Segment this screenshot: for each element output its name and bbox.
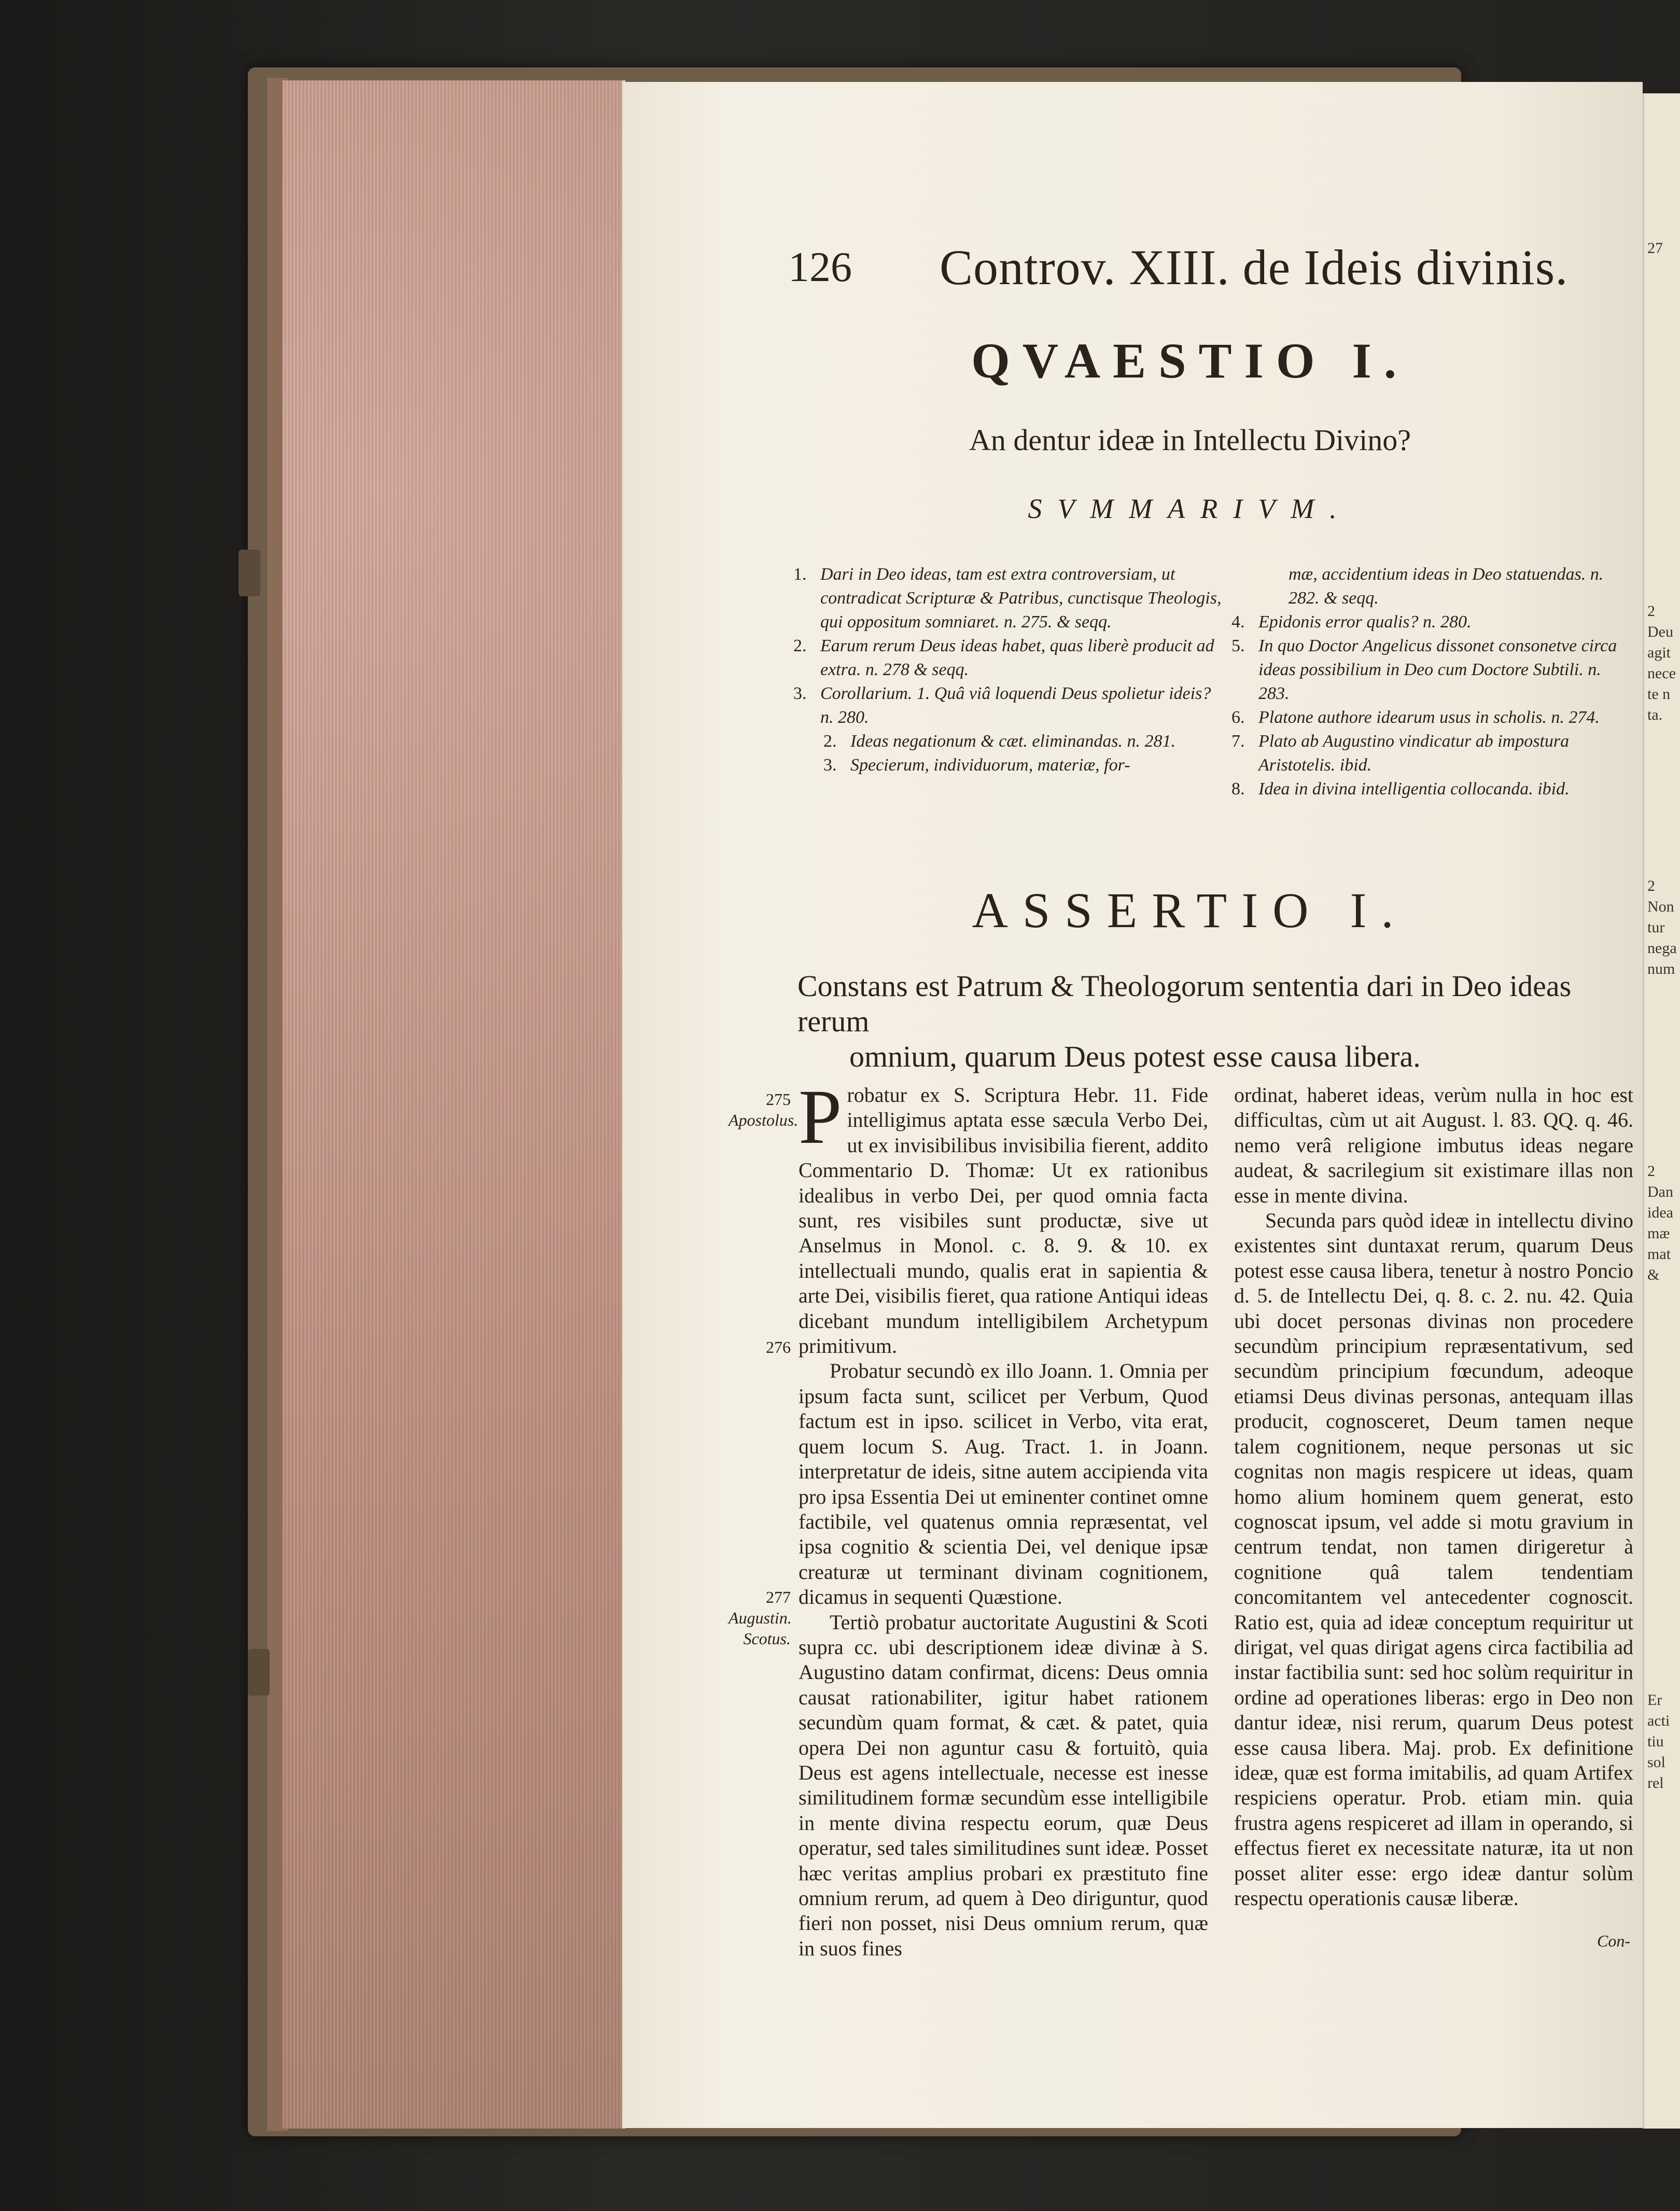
next-page-fragment: sol xyxy=(1647,1754,1666,1771)
summary-item-text: Corollarium. 1. Quâ viâ loquendi Deus spolietur ideis? n. 280. xyxy=(820,684,1211,727)
assertio-sentence xyxy=(797,969,1627,1074)
margin-note-277 xyxy=(729,1587,791,1649)
summary-item-text: mæ, accidentium ideas in Deo statuendas. n. 282. & seqq. xyxy=(1289,565,1604,608)
margin-note-number: 275 xyxy=(766,1090,791,1109)
next-page-fragment: & xyxy=(1647,1266,1660,1283)
summary-item-number: 8. xyxy=(1231,779,1245,799)
paragraph-1-text: robatur ex S. Scriptura Hebr. 11. Fide intelligimus aptata esse sæcula Verbo Dei, ut ex invisibilibus invisibilia fierent, addito Commentario D. Thomæ: Ut ex rationibus idealibus in verbo Dei, per quod omnia facta sunt, res visibiles sunt productæ, sive ut Anselmus in Monol. c. 8. 9. & 10. ex intellectuali mundo, qualis erat in sapientia & arte Dei, visibilis fieret, qua ratione Antiqui ideas dicebant mundum intelligibilem Archetypum primitivum. xyxy=(799,1083,1208,1358)
assertio-line-1: Constans est Patrum & Theologorum sententia dari in Deo ideas rerum xyxy=(797,969,1572,1038)
next-page-fragment: tiu xyxy=(1647,1733,1664,1750)
summary-item-text: Specierum, individuorum, materiæ, for- xyxy=(850,755,1130,775)
clasp-top-icon xyxy=(239,550,260,596)
summary-item-number: 2. xyxy=(823,732,837,751)
summary-item xyxy=(793,563,1224,634)
question-title: QVAESTIO I. xyxy=(971,333,1409,388)
summarium-label: SVMMARIVM. xyxy=(1028,493,1352,524)
margin-note-276 xyxy=(729,1337,791,1358)
summary-item-text: Plato ab Augustino vindicatur ab impostura Aristotelis. ibid. xyxy=(1258,732,1570,775)
drop-cap: P xyxy=(799,1074,842,1160)
next-page-fragment: Non xyxy=(1647,898,1674,915)
summary-item xyxy=(1231,777,1631,801)
summary-item-text: Epidonis error qualis? n. 280. xyxy=(1258,612,1472,632)
next-page-fragment: nece xyxy=(1647,665,1676,682)
summary-item-text: Dari in Deo ideas, tam est extra controversiam, ut contradicat Scripturæ & Patribus, cunctisque Theologis, qui oppositum somniaret. n. 275. & seqq. xyxy=(820,565,1222,632)
next-page-fragment: idea xyxy=(1647,1204,1673,1221)
summary-item-text: Idea in divina intelligentia collocanda. ibid. xyxy=(1258,779,1570,799)
summary-item xyxy=(1231,563,1631,610)
summary-item-text: In quo Doctor Angelicus dissonet consonetve circa ideas possibilium in Deo cum Doctore Subtili. n. 283. xyxy=(1258,636,1617,703)
paragraph-right-2: Secunda pars quòd ideæ in intellectu divino existentes sint duntaxat rerum, quarum Deus potest esse causa libera, tenetur à nostro Poncio d. 5. de Intellectu Dei, q. 8. c. 2. nu. 42. Quia ubi docet personas divinas non procedere secundùm principium repræsentativum, sed secundùm principium fœcundum, adeoque etiamsi Deus divinas personas, antequam illas producit, cognosceret, Deum tamen neque talem cognitionem, neque personas ut sic cognitas non magis respicere ut ideas, quam homo alium hominem quem generat, esto cognoscat ipsum, vel adde si motu gravium in centrum tendat, non tamen dirigeretur à cognitione quâ talem tendentiam concomitantem vel antecedenter cognoscit. Ratio est, quia ad ideæ conceptum requiritur ut dirigat, vel quas dirigat agens circa factibilia ad instar factibilia sunt: sed hoc solùm requiritur in ordine ad operationes liberas: ergo in Deo non dantur ideæ, nisi rerum, quarum Deus potest esse causa libera. Maj. prob. Ex definitione ideæ, quæ est forma imitabilis, ad quam Artifex respiciens operatur. Prob. etiam min. quia frustra agens respiceret ad illam in operando, si effectus fieret ex necessitate naturæ, ita ut non posset aliter esse: ergo ideæ dantur solùm respectu operationis causæ liberæ. xyxy=(1234,1209,1633,1910)
next-page-fragment: mat xyxy=(1647,1246,1671,1263)
summary-item-text: Platone authore idearum usus in scholis. n. 274. xyxy=(1258,708,1600,727)
margin-note-label: Augustin. Scotus. xyxy=(729,1608,792,1648)
summary-item-number: 3. xyxy=(793,684,807,703)
body-left-column xyxy=(799,1074,1208,1961)
paragraph-1 xyxy=(799,1074,1208,1359)
summary-item xyxy=(793,730,1224,753)
paragraph-3: Tertiò probatur auctoritate Augustini & Scoti supra cc. ubi descriptionem ideæ divinæ à S. Augustino datam confirmat, dicens: Deus omnia causat rationabiliter, igitur habet rationem secundùm quam format, & cæt. & patet, quia opera Dei non aguntur casu & fortuitò, quia Deus est agens intellectuale, necesse est inesse similitudinem formæ secundùm esse intelligibile in mente divina respectu eorum, quæ Deus operatur, sed tales similitudines sunt ideæ. Posset hæc veritas amplius probari ex præstituto fine omnium rerum, ad quem à Deo diriguntur, quod fieri non posset, nisi Deus omnium rerum, quæ in suos fines xyxy=(799,1610,1208,1960)
next-page-fragment: rel xyxy=(1647,1774,1664,1792)
summary-item-number: 7. xyxy=(1231,732,1245,751)
next-page-fragment: num xyxy=(1647,960,1675,977)
body-right-column xyxy=(1234,1083,1633,1911)
summary-item-number: 6. xyxy=(1231,708,1245,727)
summary-item-number: 5. xyxy=(1231,636,1245,655)
margin-note-number: 276 xyxy=(766,1338,791,1356)
summary-item xyxy=(1231,610,1631,634)
next-page-fragment: nega xyxy=(1647,940,1677,957)
next-page-fragment: acti xyxy=(1647,1712,1670,1729)
question-subtitle: An dentur ideæ in Intellectu Divino? xyxy=(969,423,1411,457)
next-page-strip xyxy=(1643,93,1680,2129)
catchword: Con- xyxy=(1597,1932,1630,1950)
next-page-fragment: agit xyxy=(1647,644,1671,661)
assertio-line-2: omnium, quarum Deus potest esse causa libera. xyxy=(849,1040,1421,1073)
next-page-fragment: 2 xyxy=(1647,1163,1655,1180)
summary-item xyxy=(1231,730,1631,777)
summary-item xyxy=(793,682,1224,730)
next-page-fragment: Dan xyxy=(1647,1183,1673,1200)
next-page-fragment: Er xyxy=(1647,1691,1662,1709)
next-page-fragment: 2 xyxy=(1647,603,1655,620)
next-page-fragment: 27 xyxy=(1647,240,1663,257)
paragraph-right-1: ordinat, haberet ideas, verùm nulla in hoc est difficultas, cùm ut ait August. l. 83. QQ. q. 46. nemo verâ religione imbutus ideas negare audeat, & sacrilegium sit existimare illas non esse in mente divina. xyxy=(1234,1083,1633,1207)
margin-note-275 xyxy=(729,1089,799,1130)
summary-item xyxy=(1231,634,1631,706)
next-page-fragment: Deu xyxy=(1647,623,1673,640)
summary-item-number: 2. xyxy=(793,636,807,655)
paragraph-2: Probatur secundò ex illo Joann. 1. Omnia per ipsum facta sunt, scilicet per Verbum, Quod factum est in ipso. scilicet in Verbo, vita erat, quem locum S. Aug. Tract. 1. in Joann. interpretatur de ideis, sitne autem accipienda vita pro ipsa Essentia Dei ut eminenter continet omne factibile, vel quatenus omnia repræsentat, vel ipsa cognitio & scientia Dei, vel denique ipsæ creaturæ ut terminant divinam cognitionem, dicamus in sequenti Quæstione. xyxy=(799,1359,1208,1609)
summary-item xyxy=(1231,706,1631,730)
next-page-fragment: tur xyxy=(1647,919,1665,936)
next-page-fragment: 2 xyxy=(1647,877,1655,894)
clasp-bottom-icon xyxy=(248,1649,270,1696)
summary-item-number: 1. xyxy=(793,565,807,584)
summary-right-column xyxy=(1231,563,1631,801)
summary-item-text: Ideas negationum & cæt. eliminandas. n. 281. xyxy=(850,732,1176,751)
margin-note-number: 277 xyxy=(766,1588,791,1606)
summary-item xyxy=(793,753,1224,777)
assertio-title: ASSERTIO I. xyxy=(972,883,1408,938)
summary-item-text: Earum rerum Deus ideas habet, quas liberè producit ad extra. n. 278 & seqq. xyxy=(820,636,1214,679)
next-page-fragment: te n xyxy=(1647,685,1671,703)
margin-note-label: Apostolus. xyxy=(729,1111,799,1129)
summary-item-number: 4. xyxy=(1231,612,1245,632)
next-page-fragment: mæ xyxy=(1647,1225,1670,1242)
summary-left-column xyxy=(793,563,1224,777)
summary-item xyxy=(793,634,1224,682)
page-number: 126 xyxy=(788,243,852,290)
running-head: Controv. XIII. de Ideis divinis. xyxy=(940,240,1569,295)
next-page-fragment: ta. xyxy=(1647,706,1663,723)
page-block-edge xyxy=(283,80,625,2129)
summary-item-number: 3. xyxy=(823,755,837,775)
